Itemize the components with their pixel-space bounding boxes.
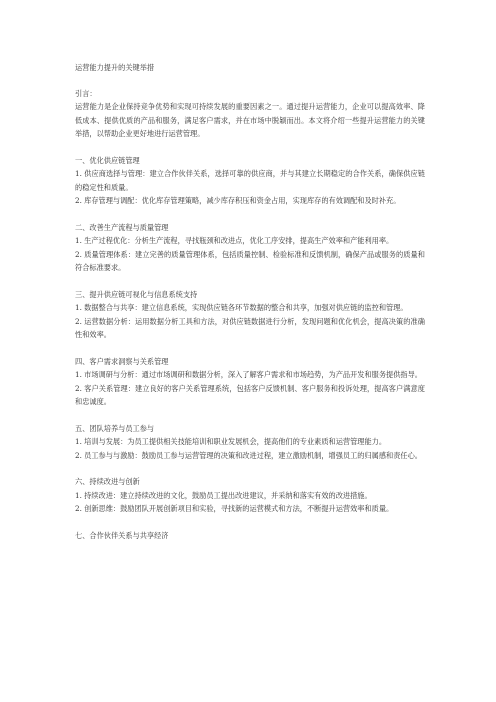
intro-paragraph: 运营能力是企业保持竞争优势和实现可持续发展的重要因素之一。通过提升运营能力，企业可以提高效率、降低成本、提供优质的产品和服务，满足客户需求，并在市场中脱颖而出。本文将介绍一些提升运营能力的关键举措，以帮助企业更好地进行运营管理。 bbox=[75, 102, 425, 138]
section-item: 2. 员工参与与激励：鼓励员工参与运营管理的决策和改进过程，建立激励机制，增强员工的归属感和责任心。 bbox=[75, 450, 422, 460]
section-item: 2. 库存管理与调配：优化库存管理策略，减少库存积压和资金占用，实现库存的有效调配和及时补充。 bbox=[75, 196, 401, 205]
section-2 bbox=[75, 221, 425, 275]
section-item: 1. 供应商选择与管理：建立合作伙伴关系，选择可靠的供应商，并与其建立长期稳定的合作关系，确保供应链的稳定性和质量。 bbox=[75, 169, 425, 192]
section-3 bbox=[75, 288, 425, 342]
section-6 bbox=[75, 475, 425, 516]
section-heading: 一、优化供应链管理 bbox=[75, 155, 140, 165]
section-5 bbox=[75, 422, 425, 463]
section-1 bbox=[75, 154, 425, 208]
section-item: 1. 生产过程优化：分析生产流程，寻找瓶颈和改进点，优化工序安排，提高生产效率和产能利用率。 bbox=[75, 236, 394, 245]
section-heading: 六、持续改进与创新 bbox=[75, 477, 140, 486]
section-7 bbox=[75, 529, 425, 543]
section-item: 1. 数据整合与共享：建立信息系统，实现供应链各环节数据的整合和共享，加强对供应链的监控和管理。 bbox=[75, 303, 408, 312]
section-item: 1. 培训与发展：为员工提供相关技能培训和职业发展机会，提高他们的专业素质和运营管理能力。 bbox=[75, 437, 387, 446]
section-item: 2. 创新思维：鼓励团队开展创新项目和实验，寻找新的运营模式和方法，不断提升运营效率和质量。 bbox=[75, 504, 394, 513]
section-item: 1. 持续改进：建立持续改进的文化，鼓励员工提出改进建议，并采纳和落实有效的改进措施。 bbox=[75, 490, 372, 500]
section-item: 2. 客户关系管理：建立良好的客户关系管理系统，包括客户反馈机制、客户服务和投诉处理，提高客户满意度和忠诚度。 bbox=[75, 383, 425, 406]
section-item: 2. 质量管理体系：建立完善的质量管理体系，包括质量控制、检验标准和反馈机制，确保产品或服务的质量和符合标准要求。 bbox=[75, 249, 425, 272]
intro-label: 引言： bbox=[75, 88, 97, 98]
document-title: 运营能力提升的关键举措 bbox=[75, 63, 155, 72]
section-heading: 七、合作伙伴关系与共享经济 bbox=[75, 530, 169, 540]
section-item: 2. 运营数据分析：运用数据分析工具和方法，对供应链数据进行分析，发现问题和优化机会，提高决策的准确性和效率。 bbox=[75, 316, 425, 339]
document-page bbox=[75, 61, 425, 542]
section-heading: 五、团队培养与员工参与 bbox=[75, 423, 155, 433]
section-heading: 三、提升供应链可视化与信息系统支持 bbox=[75, 289, 198, 299]
section-4 bbox=[75, 355, 425, 409]
section-item: 1. 市场调研与分析：通过市场调研和数据分析，深入了解客户需求和市场趋势，为产品开发和服务提供指导。 bbox=[75, 370, 422, 379]
section-heading: 二、改善生产流程与质量管理 bbox=[75, 222, 169, 232]
section-heading: 四、客户需求洞察与关系管理 bbox=[75, 356, 169, 366]
